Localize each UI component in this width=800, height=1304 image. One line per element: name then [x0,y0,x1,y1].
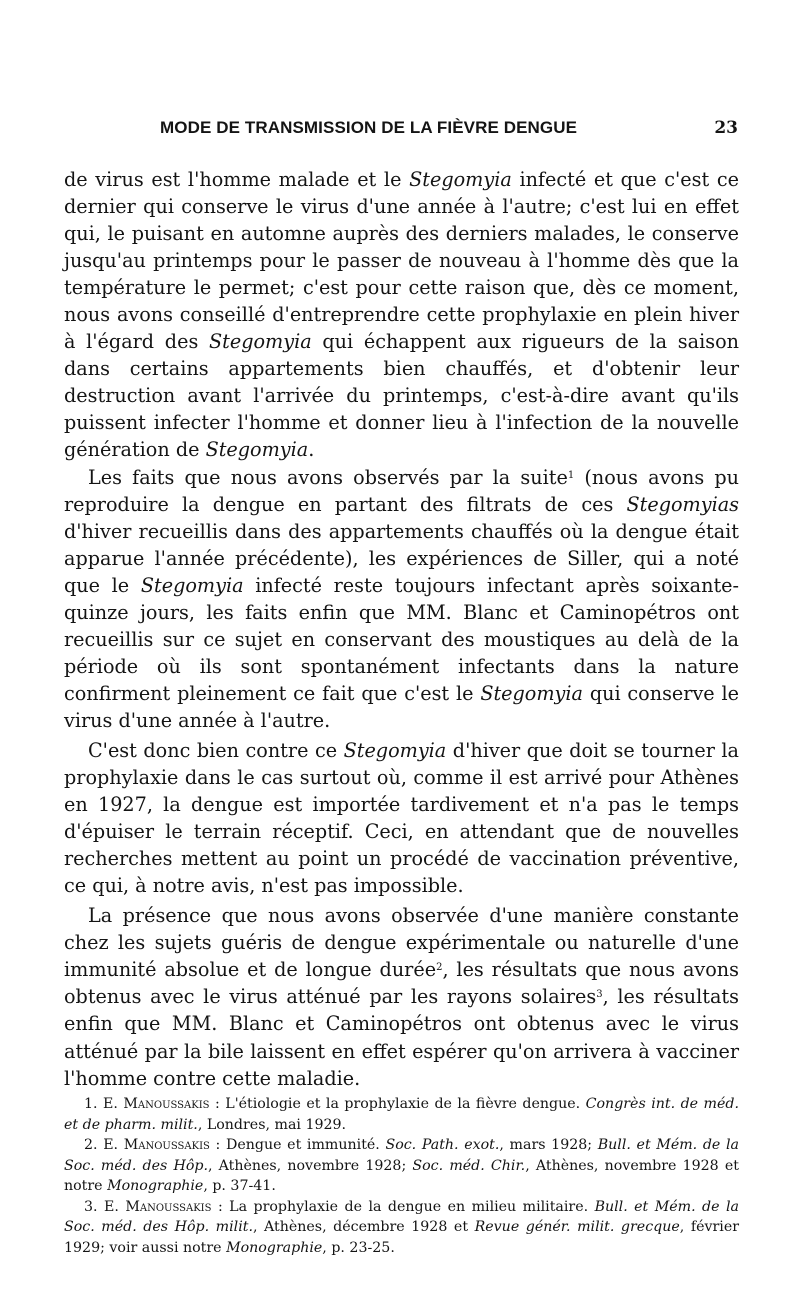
footnote-1 [64,1094,739,1135]
footnote-author: Manoussakis [123,1137,210,1153]
footnote-ref: 3 [596,989,603,1001]
italic-term: Stegomyia [343,738,447,762]
italic-citation: Bull. et Mém. de la Soc. méd. des Hôp. milit. [64,1198,739,1235]
text-run: qui conserve le virus d'une année à l'autre. [64,681,739,732]
footnote-author: Manoussakis [123,1096,210,1112]
text-run: , février 1929; voir aussi notre [64,1219,739,1256]
italic-term: Stegomyia [480,681,583,705]
text-run: La présence que nous avons observée d'une manière constante chez les sujets guéris de dengue expérimentale ou naturelle d'une immunité absolue et de longue durée [64,904,739,982]
italic-citation: Soc. méd. Chir. [412,1157,526,1174]
paragraph-2 [64,464,739,734]
italic-citation: Monographie [107,1178,204,1194]
text-run: , p. 23-25. [322,1239,395,1256]
italic-term: Stegomyia [409,168,512,191]
text-run: infecté reste toujours infectant après soixante-quinze jours, les faits enfin que MM. Blanc et Caminopétros ont recueillis sur ce sujet en conservant des moustiques au delà de la période où ils sont spontanément infectants dans la nature confirment pleinement ce fait que c'est le [64,573,740,705]
text-run: , Athènes, décembre 1928 et [252,1219,475,1235]
text-run: d'hiver que doit se tourner la prophylaxie dans le cas surtout où, comme il est arrivé pour Athènes en 1927, la dengue est importée tardivement et n'a pas le temps d'épuiser le terrain réceptif. Ceci, en attendant que de nouvelles recherches mettent au point un procédé de vaccination préventive, ce qui, à notre avis, n'est pas impossible. [64,738,739,898]
text-run: : Dengue et immunité. [209,1137,386,1153]
footnote-author: Manoussakis [125,1198,212,1215]
text-run: , p. 37-41. [203,1178,276,1194]
footnotes [64,1094,739,1258]
text-run: , Londres, mai 1929. [197,1116,347,1133]
footnote-ref: 2 [436,962,443,974]
text-run: infecté et que c'est ce dernier qui conserve le virus d'une année à l'autre; c'est lui en effet qui, le puisant en automne auprès des derniers malades, le conserve jusqu'au printemps pour le passer de nouveau à l'homme dès que la température le permet; c'est pour cette raison que, dès ce moment, nous avons conseillé d'entreprendre cette prophylaxie en plein hiver à l'égard des [64,168,739,354]
italic-citation: Monographie [226,1239,323,1256]
italic-citation: Bull. et Mém. de la Soc. méd. des Hôp. [64,1137,739,1174]
running-head [64,118,738,142]
italic-citation: Congrès int. de méd. et de pharm. milit. [64,1096,739,1133]
text-run: de virus est l'homme malade et le [64,168,410,191]
footnote-number: 1. E. [84,1096,124,1112]
footnote-3 [64,1197,739,1259]
italic-term: Stegomyia [205,438,309,462]
footnote-number: 2. E. [84,1137,124,1153]
paragraph-1 [64,166,739,464]
text-run: , les résultats enfin que MM. Blanc et Caminopétros ont obtenus avec le virus atténué par la bile laissent en effet espérer qu'on arrivera à vacciner l'homme contre cette maladie. [64,985,739,1090]
running-title: MODE DE TRANSMISSION DE LA FIÈVRE DENGUE [160,118,578,137]
italic-citation: Revue génér. milit. grecque [474,1219,680,1235]
body-text [64,166,739,1092]
text-run: : L'étiologie et la prophylaxie de la fièvre dengue. [209,1096,586,1112]
text-run: , mars 1928; [499,1137,598,1153]
italic-term: Stegomyia [209,330,312,354]
paragraph-4 [64,902,739,1091]
text-run: Les faits que nous avons observés par la suite [88,465,568,489]
text-run: C'est donc bien contre ce [88,738,344,762]
footnote-ref: 1 [567,469,575,481]
text-run: , les résultats que nous avons obtenus avec le virus atténué par les rayons solaires [64,958,739,1009]
text-run: (nous avons pu reproduire la dengue en partant des filtrats de ces [64,465,739,516]
paragraph-3 [64,737,739,899]
text-run: . [308,438,315,462]
text-run: qui échappent aux rigueurs de la saison dans certains appartements bien chauffés, et d'obtenir leur destruction avant l'arrivée du printemps, c'est-à-dire avant qu'ils puissent infecter l'homme et donner lieu à l'infection de la nouvelle génération de [64,330,739,462]
footnote-number: 3. E. [84,1198,126,1215]
italic-citation: Soc. Path. exot. [385,1137,500,1153]
footnote-2 [64,1135,739,1197]
text-run: , Athènes, novembre 1928; [207,1157,413,1174]
italic-term: Stegomyia [140,573,244,597]
text-run: d'hiver recueillis dans des appartements chauffés où la dengue était apparue l'année précédente), les expériences de Siller, qui a noté que le [64,519,739,597]
text-run: , Athènes, novembre 1928 et notre [64,1157,739,1194]
text-run: : La prophylaxie de la dengue en milieu militaire. [211,1198,595,1215]
page-number: 23 [714,118,738,138]
italic-term: Stegomyias [626,492,739,516]
